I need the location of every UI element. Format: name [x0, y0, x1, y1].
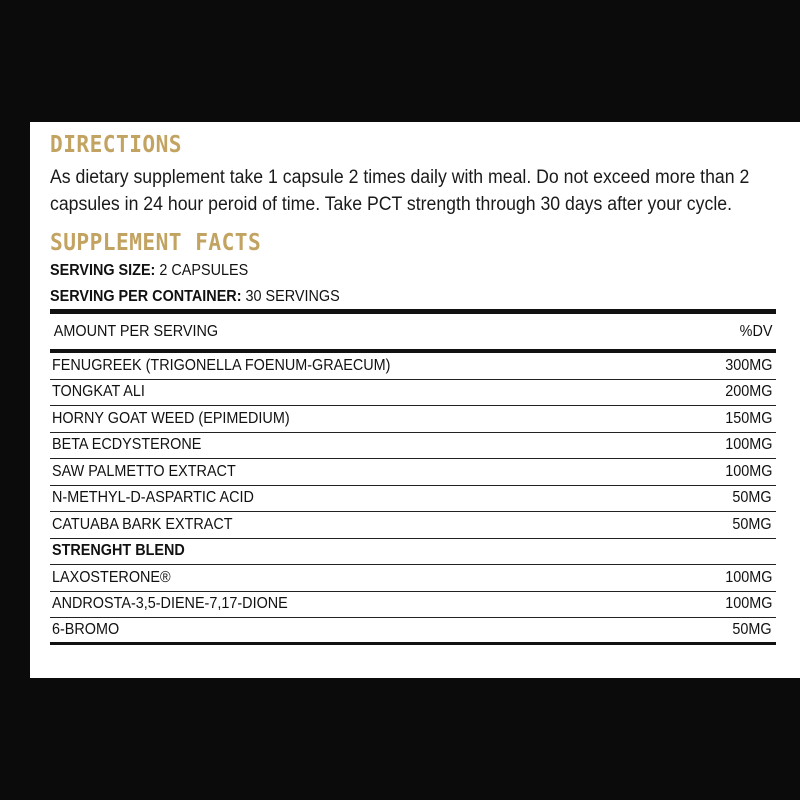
table-row: [50, 592, 776, 619]
ingredient-name: N-METHYL-D-ASPARTIC ACID: [52, 489, 254, 507]
table-row: [50, 353, 776, 380]
ingredient-name: CATUABA BARK EXTRACT: [52, 515, 233, 533]
supplement-facts-heading: SUPPLEMENT FACTS: [50, 230, 262, 256]
serving-per-container-label: SERVING PER CONTAINER:: [50, 288, 242, 305]
ingredient-amount: 50MG: [732, 515, 772, 533]
serving-per-container: [50, 288, 340, 306]
ingredient-name: ANDROSTA-3,5-DIENE-7,17-DIONE: [52, 595, 288, 613]
ingredient-amount: 50MG: [732, 620, 772, 638]
directions-text: As dietary supplement take 1 capsule 2 times daily with meal. Do not exceed more than 2 capsules in 24 hour peroid of time. Take PCT strength through 30 days after your cycle.: [50, 167, 750, 215]
table-row: [50, 459, 776, 486]
table-row: [50, 433, 776, 460]
table-row: [50, 618, 776, 645]
serving-size-label: SERVING SIZE:: [50, 262, 156, 279]
directions-heading: DIRECTIONS: [50, 132, 183, 158]
ingredient-name: FENUGREEK (TRIGONELLA FOENUM-GRAECUM): [52, 356, 391, 374]
table-row: [50, 512, 776, 539]
ingredient-name: TONGKAT ALI: [52, 383, 145, 401]
serving-size-value: 2 CAPSULES: [159, 262, 249, 279]
ingredient-name: 6-BROMO: [52, 620, 120, 638]
ingredient-name: SAW PALMETTO EXTRACT: [52, 462, 236, 480]
supplement-label-panel: [30, 122, 800, 678]
ingredient-amount: 100MG: [724, 462, 772, 480]
serving-per-container-value: 30 SERVINGS: [245, 288, 340, 305]
table-row: [50, 380, 776, 407]
table-row: [50, 565, 776, 592]
table-row: [50, 406, 776, 433]
ingredient-name: LAXOSTERONE®: [52, 568, 171, 586]
serving-size: [50, 262, 248, 280]
table-row: [50, 486, 776, 513]
blend-label: STRENGHT BLEND: [52, 542, 185, 560]
ingredient-amount: 100MG: [724, 595, 772, 613]
ingredient-amount: 100MG: [724, 436, 772, 454]
amount-per-serving-header: AMOUNT PER SERVING: [53, 322, 219, 340]
table-header-row: [50, 314, 776, 353]
ingredient-amount: 300MG: [724, 356, 772, 374]
ingredient-amount: 100MG: [724, 568, 772, 586]
ingredient-amount: 150MG: [724, 409, 772, 427]
ingredient-amount: 200MG: [724, 383, 772, 401]
dv-header: %DV: [739, 322, 772, 340]
ingredient-amount: 50MG: [732, 489, 772, 507]
blend-header-row: [50, 539, 776, 566]
ingredient-name: BETA ECDYSTERONE: [52, 436, 202, 454]
ingredient-name: HORNY GOAT WEED (EPIMEDIUM): [52, 409, 290, 427]
supplement-facts-table: [50, 309, 776, 645]
